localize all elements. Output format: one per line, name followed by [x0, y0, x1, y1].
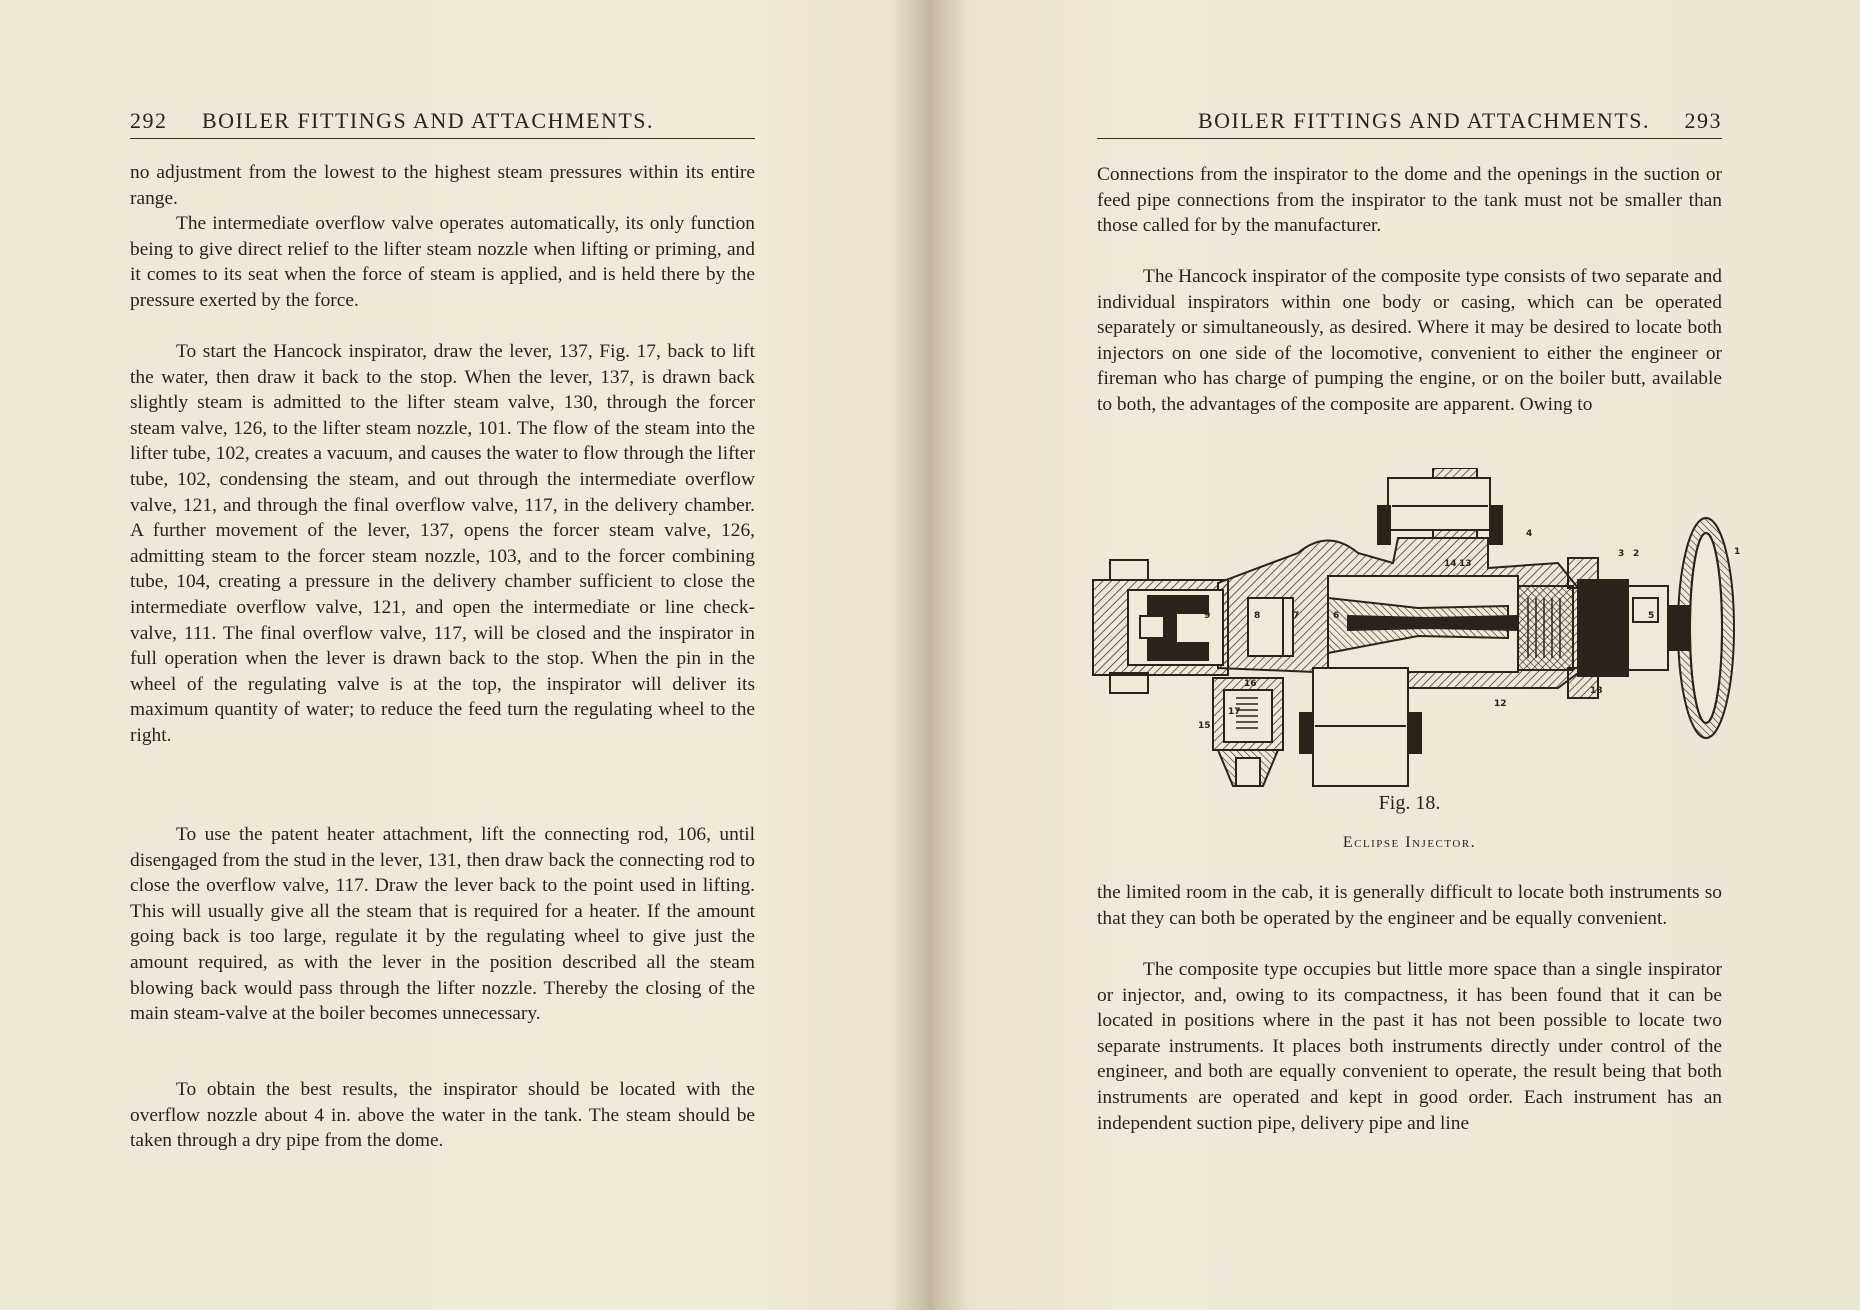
- left-paragraph-5: To obtain the best results, the inspirator should be located with the overflow nozzle about 4 in. above the water in the tank. The steam should be taken through a dry pipe from the dome.: [130, 1079, 755, 1152]
- right-page-number: 293: [1684, 108, 1722, 133]
- part-label-18: 18: [1590, 686, 1603, 696]
- part-label-13: 13: [1459, 559, 1472, 569]
- part-label-17: 17: [1228, 707, 1241, 717]
- part-label-14: 14: [1444, 559, 1457, 569]
- part-label-12: 12: [1494, 699, 1507, 709]
- left-paragraph-1: no adjustment from the lowest to the highest steam pressures within its entire range.: [130, 162, 755, 209]
- left-paragraph-3: To start the Hancock inspirator, draw the lever, 137, Fig. 17, back to lift the water, then draw it back to the stop. When the lever, 137, is drawn back slightly steam is admitted to the lifter steam valve, 130, through the forcer steam valve, 126, to the lifter steam nozzle, 101. The flow of the steam into the lifter tube, 102, creates a vacuum, and causes the water to flow through the lifter tube, 102, condensing the steam, and out through the intermediate overflow valve, 121, and through the final overflow valve, 117, in the delivery chamber. A further movement of the lever, 137, opens the forcer steam valve, 126, admitting steam to the forcer steam nozzle, 103, and to the forcer combining tube, 104, creating a pressure in the delivery chamber sufficient to close the intermediate overflow valve, 121, and open the intermediate or line check-valve, 111. The final overflow valve, 117, will be closed and the inspirator in full operation when the lever is drawn back to the stop. When the pin in the wheel of the regulating valve is at the top, the inspirator will deliver its maximum quantity of water; to reduce the feed turn the regulating wheel to the right.: [130, 341, 755, 746]
- right-running-head: [1097, 108, 1722, 139]
- part-label-3: 3: [1618, 549, 1625, 559]
- part-label-11: 11: [1610, 623, 1623, 633]
- figure-title: Eclipse Injector.: [1342, 834, 1477, 851]
- part-label-10: 10: [1610, 607, 1623, 617]
- part-label-9: 9: [1204, 611, 1211, 621]
- part-label-5: 5: [1648, 611, 1655, 621]
- left-running-head: [130, 108, 755, 139]
- part-label-2: 2: [1633, 549, 1640, 559]
- left-paragraph-2: The intermediate overflow valve operates automatically, its only function being to give direct relief to the lifter steam nozzle when lifting or priming, and it comes to its seat when the force of steam is applied, and is held there by the pressure exerted by the force.: [130, 213, 755, 311]
- right-paragraph-1: Connections from the inspirator to the dome and the openings in the suction or feed pipe connections from the inspirator to the tank must not be smaller than those called for by the manufacturer.: [1097, 164, 1722, 237]
- book-gutter: [890, 0, 970, 1310]
- right-paragraph-2: The Hancock inspirator of the composite type consists of two separate and individual inspirators within one body or casing, which can be operated separately or simultaneously, as desired. Where it may be desired to locate both injectors on one side of the locomotive, convenient to either the engineer or fireman who has charge of pumping the engine, or on the boiler butt, available to both, the advantages of the composite are apparent. Owing to: [1097, 266, 1722, 415]
- injector-diagram: [1088, 468, 1740, 788]
- part-label-7: 7: [1293, 611, 1300, 621]
- part-label-4: 4: [1526, 529, 1533, 539]
- part-label-15: 15: [1198, 721, 1211, 731]
- part-label-1: 1: [1734, 547, 1740, 557]
- left-paragraph-4: To use the patent heater attachment, lift the connecting rod, 106, until disengaged from the stud in the lever, 131, then draw back the connecting rod to close the overflow valve, 117. Draw the lever back to the point used in lifting. This will usually give all the steam that is required for a heater. If the amount going back is too large, regulate it by the regulating wheel to give just the amount required, as with the lever in the position described all the steam blowing back would pass through the lifter nozzle. Thereby the closing of the main steam-valve at the boiler becomes unnecessary.: [130, 824, 755, 1025]
- part-label-16: 16: [1244, 679, 1257, 689]
- left-page-number: 292: [130, 108, 168, 133]
- right-running-title: BOILER FITTINGS AND ATTACHMENTS.: [1197, 108, 1650, 133]
- left-running-title: BOILER FITTINGS AND ATTACHMENTS.: [202, 108, 655, 133]
- part-label-8: 8: [1254, 611, 1261, 621]
- figure-caption: Fig. 18.: [1378, 792, 1441, 814]
- part-label-6: 6: [1333, 611, 1340, 621]
- right-paragraph-3: the limited room in the cab, it is generally difficult to locate both instruments so that they can both be operated by the engineer and be equally convenient.: [1097, 882, 1722, 929]
- right-paragraph-4: The composite type occupies but little more space than a single inspirator or injector, and, owing to its compactness, it has been found that it can be located in positions where in the past it has not been possible to locate two separate instruments. It places both instruments directly under control of the engineer, and both are equally convenient to operate, the result being that both instruments are operated and kept in good order. Each instrument has an independent suction pipe, delivery pipe and line: [1097, 959, 1722, 1134]
